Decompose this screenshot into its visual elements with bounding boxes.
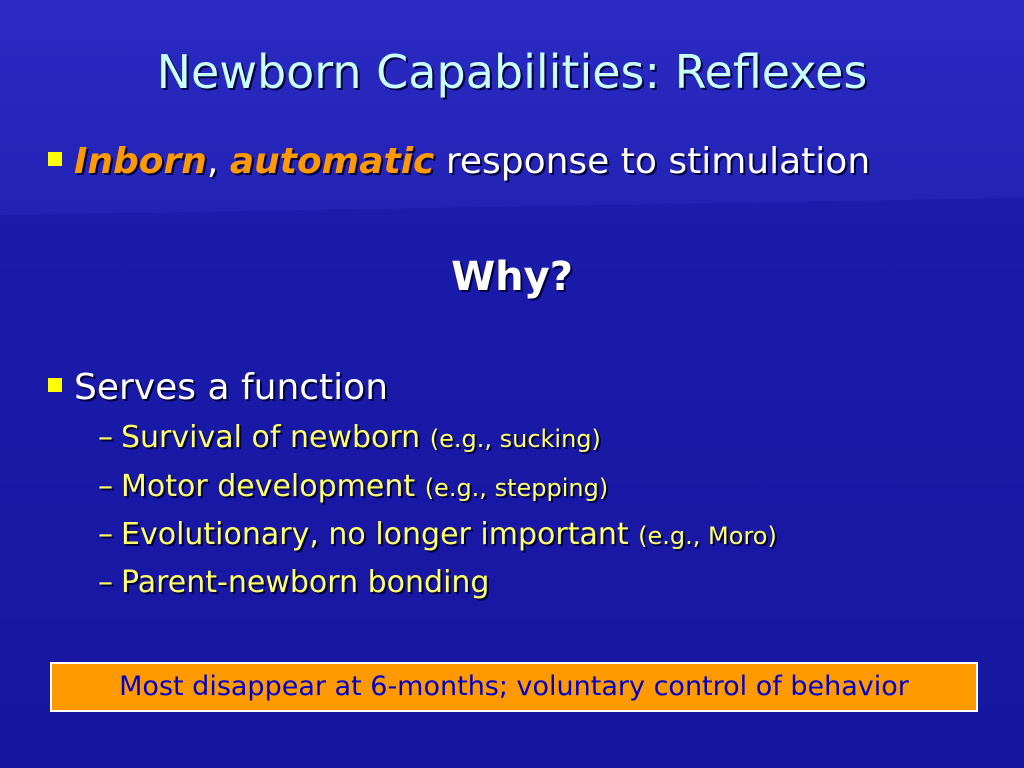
subpoint-text: Evolutionary, no longer important (121, 517, 629, 552)
dash-icon: – (98, 517, 113, 552)
subpoint-evolutionary (98, 515, 777, 556)
dash-icon: – (98, 565, 113, 600)
subpoint-text: Motor development (121, 469, 416, 504)
bullet-serves-function (48, 366, 388, 410)
subpoint-survival (98, 418, 601, 459)
subpoint-text: Parent-newborn bonding (121, 565, 490, 600)
bullet-text: Serves a function (74, 367, 389, 408)
bullet-inborn (48, 140, 870, 184)
subpoint-motor (98, 467, 608, 508)
emphasis-inborn: Inborn (74, 141, 207, 182)
subpoint-text: Survival of newborn (121, 420, 421, 455)
subpoint-example: (e.g., stepping) (424, 474, 609, 502)
dash-icon: – (98, 469, 113, 504)
square-bullet-icon (48, 378, 62, 392)
subpoint-example: (e.g., Moro) (638, 522, 777, 550)
bullet-text: response to stimulation (434, 141, 871, 182)
summary-callout: Most disappear at 6-months; voluntary control of behavior (50, 662, 978, 712)
emphasis-automatic: automatic (229, 141, 435, 182)
slide-title: Newborn Capabilities: Reflexes (156, 45, 868, 99)
subpoint-example: (e.g., sucking) (429, 425, 601, 453)
dash-icon: – (98, 420, 113, 455)
square-bullet-icon (48, 152, 62, 166)
why-heading: Why? (451, 254, 573, 300)
subpoint-bonding (98, 563, 489, 603)
separator: , (206, 141, 230, 182)
